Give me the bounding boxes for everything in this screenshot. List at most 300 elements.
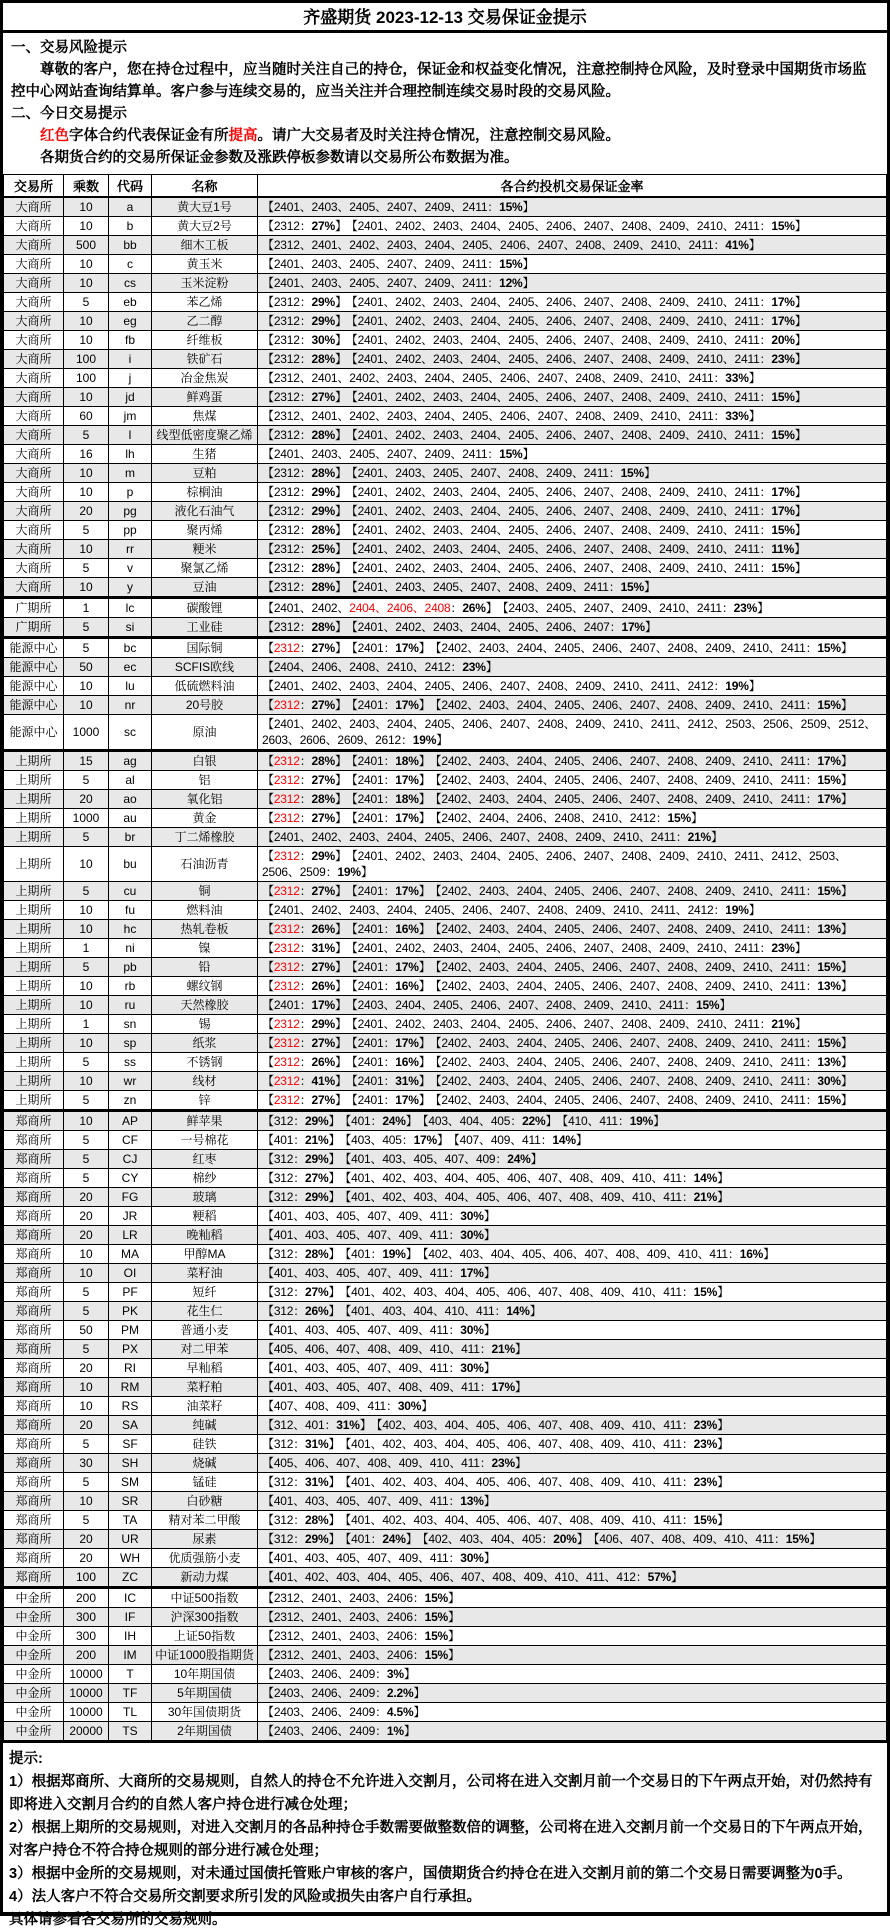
code-cell: SA (109, 1415, 152, 1434)
name-cell: 对二甲苯 (152, 1339, 258, 1358)
multiplier-cell: 15 (64, 750, 109, 770)
table-row (4, 1130, 887, 1149)
multiplier-cell: 10000 (64, 1683, 109, 1702)
margin-group: 【2401、2402、2403、2404、2405、2406、2407、2408、2409、2410、2411：20%】 (351, 332, 807, 347)
exchange-cell: 郑商所 (4, 1377, 64, 1396)
code-cell: RI (109, 1358, 152, 1377)
margin-groups-cell (258, 216, 887, 235)
margin-group: 【2312：28%】 (262, 465, 347, 480)
code-cell: ru (109, 995, 152, 1014)
margin-group: 【402、403、404、405、406、407、408、409、410、411：23%】 (376, 1417, 729, 1432)
code-cell: rb (109, 976, 152, 995)
code-cell: RM (109, 1377, 152, 1396)
name-cell: 黄大豆1号 (152, 197, 258, 217)
multiplier-cell: 10 (64, 995, 109, 1014)
margin-group: 【401：21%】 (262, 1132, 341, 1147)
exchange-cell: 大商所 (4, 368, 64, 387)
code-cell: RS (109, 1396, 152, 1415)
name-cell: 烧碱 (152, 1453, 258, 1472)
margin-group: 【2401、2402、2403、2404、2405、2406、2407：17%】 (351, 619, 657, 634)
margin-group: 【2401、2403、2405、2407、2408、2409、2411：15%】 (351, 465, 656, 480)
margin-groups-cell (258, 637, 887, 657)
table-row (4, 1587, 887, 1607)
name-cell: 粳稻 (152, 1206, 258, 1225)
code-cell: bb (109, 235, 152, 254)
margin-group: 【2401：17%】 (351, 640, 431, 655)
exchange-cell: 大商所 (4, 254, 64, 273)
multiplier-cell: 5 (64, 770, 109, 789)
margin-group: 【2312：26%】 (262, 1054, 347, 1069)
table-row (4, 695, 887, 714)
table-row (4, 846, 887, 881)
name-cell: 碳酸锂 (152, 597, 258, 617)
code-cell: eb (109, 292, 152, 311)
margin-group: 【2312：27%】 (262, 218, 347, 233)
code-cell: au (109, 808, 152, 827)
margin-groups-cell (258, 770, 887, 789)
multiplier-cell: 10 (64, 216, 109, 235)
margin-groups-cell (258, 292, 887, 311)
name-cell: 2年期国债 (152, 1721, 258, 1741)
margin-groups-cell (258, 1033, 887, 1052)
code-cell: c (109, 254, 152, 273)
margin-groups-cell (258, 254, 887, 273)
table-row (4, 1358, 887, 1377)
margin-groups-cell (258, 1645, 887, 1664)
name-cell: 丁二烯橡胶 (152, 827, 258, 846)
exchange-cell: 大商所 (4, 482, 64, 501)
multiplier-cell: 10 (64, 695, 109, 714)
margin-groups-cell (258, 387, 887, 406)
margin-group: 【2401：17%】 (351, 1035, 431, 1050)
margin-group: 【2401、2402、2403、2404、2405、2406、2407、2408、2409、2410、2411：15%】 (351, 560, 807, 575)
exchange-cell: 大商所 (4, 387, 64, 406)
margin-groups-cell (258, 750, 887, 770)
exchange-cell: 能源中心 (4, 695, 64, 714)
margin-groups-cell (258, 617, 887, 637)
exchange-cell: 大商所 (4, 311, 64, 330)
multiplier-cell: 5 (64, 957, 109, 976)
code-cell: WH (109, 1548, 152, 1567)
multiplier-cell: 5 (64, 637, 109, 657)
name-cell: 原油 (152, 714, 258, 750)
multiplier-cell: 5 (64, 1339, 109, 1358)
margin-groups-cell (258, 1529, 887, 1548)
margin-groups-cell (258, 1607, 887, 1626)
name-cell: 铜 (152, 881, 258, 900)
code-cell: cs (109, 273, 152, 292)
margin-group: 【401：24%】 (345, 1531, 418, 1546)
name-cell: 生猪 (152, 444, 258, 463)
table-row (4, 444, 887, 463)
margin-group: 【402、403、404、405、406、407、408、409、410、411：16%】 (422, 1246, 775, 1261)
exchange-cell: 大商所 (4, 577, 64, 597)
name-cell: 沪深300指数 (152, 1607, 258, 1626)
margin-group: 【2401、2402、2403、2404、2405、2406、2407、2408、2409、2410、2411、2412、2503、2506、2509：19%】 (262, 848, 847, 879)
exchange-cell: 郑商所 (4, 1187, 64, 1206)
code-cell: fu (109, 900, 152, 919)
margin-groups-cell (258, 463, 887, 482)
margin-group: 【312：29%】 (262, 1531, 341, 1546)
name-cell: 黄玉米 (152, 254, 258, 273)
margin-table (3, 174, 887, 1743)
margin-groups-cell (258, 1090, 887, 1110)
name-cell: 棕榈油 (152, 482, 258, 501)
code-cell: eg (109, 311, 152, 330)
multiplier-cell: 1 (64, 597, 109, 617)
exchange-cell: 上期所 (4, 995, 64, 1014)
margin-groups-cell (258, 406, 887, 425)
margin-group: 【2401、2402、2403、2404、2405、2406、2407、2408、2409、2410、2411：11%】 (351, 541, 806, 556)
margin-group: 【2401、2402、2403、2404、2405、2406、2407、2408、2409、2410、2411：15%】 (351, 522, 807, 537)
code-cell: lu (109, 676, 152, 695)
table-row (4, 1721, 887, 1741)
margin-group: 【2312：28%】 (262, 753, 347, 768)
margin-group: 【2312、2401、2403、2406：15%】 (262, 1609, 460, 1624)
margin-groups-cell (258, 520, 887, 539)
code-cell: TA (109, 1510, 152, 1529)
code-cell: PF (109, 1282, 152, 1301)
name-cell: 镍 (152, 938, 258, 957)
margin-group: 【312、401：31%】 (262, 1417, 372, 1432)
margin-group: 【2312：28%】 (262, 427, 347, 442)
margin-group: 【2312：28%】 (262, 791, 347, 806)
exchange-cell: 中金所 (4, 1721, 64, 1741)
multiplier-cell: 1 (64, 938, 109, 957)
table-row (4, 1548, 887, 1567)
multiplier-cell: 20 (64, 501, 109, 520)
multiplier-cell: 10 (64, 273, 109, 292)
margin-group: 【410、411：19%】 (562, 1113, 665, 1128)
code-cell: PK (109, 1301, 152, 1320)
exchange-cell: 郑商所 (4, 1168, 64, 1187)
intro-section (3, 33, 887, 174)
margin-group: 【312：29%】 (262, 1113, 341, 1128)
margin-group: 【402、403、404、405：20%】 (422, 1531, 589, 1546)
table-row (4, 330, 887, 349)
margin-group: 【401、402、403、404、405、406、407、408、409、410、411：23%】 (345, 1436, 729, 1451)
margin-groups-cell (258, 919, 887, 938)
margin-group: 【2312：27%】 (262, 640, 347, 655)
table-row (4, 1014, 887, 1033)
table-row (4, 1472, 887, 1491)
code-cell: lc (109, 597, 152, 617)
name-cell: 乙二醇 (152, 311, 258, 330)
exchange-cell: 郑商所 (4, 1149, 64, 1168)
table-row (4, 520, 887, 539)
table-row (4, 425, 887, 444)
margin-group: 【2312：31%】 (262, 940, 347, 955)
multiplier-cell: 10 (64, 1491, 109, 1510)
table-row (4, 770, 887, 789)
header-exchange: 交易所 (4, 175, 64, 197)
code-cell: pg (109, 501, 152, 520)
name-cell: 聚丙烯 (152, 520, 258, 539)
margin-groups-cell (258, 1567, 887, 1587)
margin-group: 【401、403、405、407、409、411：30%】 (262, 1550, 496, 1565)
code-cell: TF (109, 1683, 152, 1702)
code-cell: ZC (109, 1567, 152, 1587)
margin-group: 【2402、2403、2404、2405、2406、2407、2408、2409、2410、2411：15%】 (435, 772, 853, 787)
table-row (4, 539, 887, 558)
margin-groups-cell (258, 714, 887, 750)
margin-group: 【401、403、405、407、408、409、411：17%】 (262, 1379, 527, 1394)
margin-group: 【2401：31%】 (351, 1073, 431, 1088)
header-name: 名称 (152, 175, 258, 197)
margin-group: 【401、403、405、407、409、411：30%】 (262, 1227, 496, 1242)
table-row (4, 1071, 887, 1090)
multiplier-cell: 10 (64, 330, 109, 349)
name-cell: 铁矿石 (152, 349, 258, 368)
margin-group: 【2312：27%】 (262, 389, 347, 404)
margin-group: 【2401、2403、2405、2407、2409、2411：15%】 (262, 199, 535, 214)
exchange-cell: 上期所 (4, 789, 64, 808)
margin-groups-cell (258, 1510, 887, 1529)
name-cell: 锡 (152, 1014, 258, 1033)
table-row (4, 676, 887, 695)
table-row (4, 216, 887, 235)
name-cell: 早籼稻 (152, 1358, 258, 1377)
margin-groups-cell (258, 995, 887, 1014)
code-cell: rr (109, 539, 152, 558)
code-cell: a (109, 197, 152, 217)
margin-group: 【2402、2403、2404、2405、2406、2407、2408、2409、2410、2411：15%】 (435, 883, 853, 898)
code-cell: ss (109, 1052, 152, 1071)
code-cell: i (109, 349, 152, 368)
margin-group: 【2402、2403、2404、2405、2406、2407、2408、2409、2410、2411：17%】 (435, 753, 853, 768)
exchange-cell: 上期所 (4, 750, 64, 770)
table-row (4, 292, 887, 311)
exchange-cell: 中金所 (4, 1626, 64, 1645)
margin-table-body (4, 197, 887, 1742)
code-cell: lh (109, 444, 152, 463)
exchange-cell: 广期所 (4, 617, 64, 637)
exchange-cell: 中金所 (4, 1607, 64, 1626)
table-row (4, 1510, 887, 1529)
code-cell: m (109, 463, 152, 482)
exchange-cell: 上期所 (4, 900, 64, 919)
name-cell: 菜籽油 (152, 1263, 258, 1282)
margin-groups-cell (258, 1664, 887, 1683)
margin-group: 【2402、2403、2404、2405、2406、2407、2408、2409、2410、2411：13%】 (435, 921, 853, 936)
name-cell: 工业硅 (152, 617, 258, 637)
table-row (4, 1434, 887, 1453)
margin-group: 【2403、2406、2409：2.2%】 (262, 1685, 426, 1700)
margin-groups-cell (258, 1358, 887, 1377)
name-cell: 螺纹钢 (152, 976, 258, 995)
margin-group: 【2401、2402、2403、2404、2405、2406、2407、2408、2409、2410、2411：15%】 (351, 218, 807, 233)
margin-groups-cell (258, 900, 887, 919)
margin-groups-cell (258, 1320, 887, 1339)
margin-group: 【2401、2402、2403、2404、2405、2406、2407、2408、2409、2410、2411：21%】 (351, 1016, 807, 1031)
table-row (4, 957, 887, 976)
name-cell: 玉米淀粉 (152, 273, 258, 292)
multiplier-cell: 60 (64, 406, 109, 425)
margin-group: 【2403、2406、2409：3%】 (262, 1666, 416, 1681)
margin-group: 【2401：17%】 (351, 697, 431, 712)
multiplier-cell: 5 (64, 1510, 109, 1529)
name-cell: 冶金焦炭 (152, 368, 258, 387)
multiplier-cell: 20 (64, 789, 109, 808)
margin-group: 【2404、2406、2408、2410、2412：23%】 (262, 659, 498, 674)
margin-group: 【401、403、405、407、409：24%】 (345, 1151, 543, 1166)
margin-group: 【312：28%】 (262, 1512, 341, 1527)
code-cell: fb (109, 330, 152, 349)
margin-group: 【2402、2403、2404、2405、2406、2407、2408、2409、2410、2411：15%】 (435, 640, 853, 655)
margin-group: 【312：29%】 (262, 1189, 341, 1204)
exchange-cell: 大商所 (4, 425, 64, 444)
name-cell: 红枣 (152, 1149, 258, 1168)
code-cell: PX (109, 1339, 152, 1358)
name-cell: 热轧卷板 (152, 919, 258, 938)
name-cell: 白砂糖 (152, 1491, 258, 1510)
exchange-cell: 郑商所 (4, 1510, 64, 1529)
table-row (4, 254, 887, 273)
name-cell: 纸浆 (152, 1033, 258, 1052)
code-cell: b (109, 216, 152, 235)
name-cell: 油菜籽 (152, 1396, 258, 1415)
margin-group: 【2401、2402、2403、2404、2405、2406、2407、2408、2409、2410、2411：23%】 (351, 940, 807, 955)
name-cell: 鲜鸡蛋 (152, 387, 258, 406)
margin-groups-cell (258, 197, 887, 217)
margin-group: 【403、404、405：22%】 (422, 1113, 558, 1128)
notes-heading: 提示: (9, 1750, 43, 1767)
table-row (4, 577, 887, 597)
code-cell: pp (109, 520, 152, 539)
code-cell: nr (109, 695, 152, 714)
margin-group: 【401、402、403、404、405、406、407、408、409、410、411：15%】 (345, 1512, 729, 1527)
margin-groups-cell (258, 789, 887, 808)
code-cell: ao (109, 789, 152, 808)
margin-group: 【2312：27%】 (262, 959, 347, 974)
margin-group: 【2312：28%】 (262, 522, 347, 537)
multiplier-cell: 20 (64, 1225, 109, 1244)
table-header-row (4, 175, 887, 197)
exchange-cell: 大商所 (4, 406, 64, 425)
margin-group: 【2403、2406、2409：4.5%】 (262, 1704, 426, 1719)
code-cell: cu (109, 881, 152, 900)
margin-group: 【2312、2401、2402、2403、2404、2405、2406、2407、2408、2409、2410、2411：33%】 (262, 370, 761, 385)
table-row (4, 1225, 887, 1244)
code-cell: si (109, 617, 152, 637)
code-cell: IM (109, 1645, 152, 1664)
margin-groups-cell (258, 1472, 887, 1491)
margin-groups-cell (258, 425, 887, 444)
multiplier-cell: 10 (64, 197, 109, 217)
margin-group: 【2402、2403、2404、2405、2406、2407、2408、2409、2410、2411：15%】 (435, 959, 853, 974)
name-cell: 普通小麦 (152, 1320, 258, 1339)
table-row (4, 1149, 887, 1168)
header-multiplier: 乘数 (64, 175, 109, 197)
multiplier-cell: 5 (64, 558, 109, 577)
name-cell: 天然橡胶 (152, 995, 258, 1014)
margin-groups-cell (258, 1587, 887, 1607)
multiplier-cell: 20 (64, 1206, 109, 1225)
margin-group: 【2312：28%】 (262, 579, 347, 594)
name-cell: 锌 (152, 1090, 258, 1110)
exchange-cell: 中金所 (4, 1664, 64, 1683)
margin-group: 【2401：18%】 (351, 753, 431, 768)
table-row (4, 789, 887, 808)
margin-groups-cell (258, 695, 887, 714)
name-cell: 豆粕 (152, 463, 258, 482)
margin-group: 【312：27%】 (262, 1170, 341, 1185)
margin-groups-cell (258, 1396, 887, 1415)
multiplier-cell: 20 (64, 1548, 109, 1567)
exchange-cell: 郑商所 (4, 1130, 64, 1149)
exchange-cell: 郑商所 (4, 1567, 64, 1587)
table-row (4, 808, 887, 827)
name-cell: 聚氯乙烯 (152, 558, 258, 577)
margin-groups-cell (258, 976, 887, 995)
margin-group: 【401、402、403、404、405、406、407、408、409、410、411、412：57%】 (262, 1569, 683, 1584)
code-cell: ec (109, 657, 152, 676)
margin-group: 【2401：17%】 (351, 883, 431, 898)
margin-group: 【406、407、408、409、410、411：15%】 (593, 1531, 822, 1546)
margin-group: 【2401、2402、2403、2404、2405、2406、2407、2408、2409、2410、2411：17%】 (351, 313, 807, 328)
multiplier-cell: 10 (64, 1033, 109, 1052)
margin-groups-cell (258, 1187, 887, 1206)
exchange-cell: 能源中心 (4, 637, 64, 657)
exchange-cell: 郑商所 (4, 1320, 64, 1339)
margin-group: 【2312：27%】 (262, 1035, 347, 1050)
name-cell: 线型低密度聚乙烯 (152, 425, 258, 444)
multiplier-cell: 20 (64, 1358, 109, 1377)
margin-group: 【2402、2403、2404、2405、2406、2407、2408、2409、2410、2411：30%】 (435, 1073, 853, 1088)
margin-groups-cell (258, 1721, 887, 1741)
name-cell: 国际铜 (152, 637, 258, 657)
margin-group: 【2401、2402、2403、2404、2405、2406、2407、2408、2409、2410、2411：17%】 (351, 503, 807, 518)
risk-notice-heading: 一、交易风险提示 (11, 40, 127, 56)
multiplier-cell: 500 (64, 235, 109, 254)
red-font-note (11, 125, 877, 147)
margin-groups-cell (258, 846, 887, 881)
table-row (4, 1339, 887, 1358)
margin-groups-cell (258, 957, 887, 976)
margin-group: 【2312：27%】 (262, 810, 347, 825)
multiplier-cell: 300 (64, 1626, 109, 1645)
name-cell: 纤维板 (152, 330, 258, 349)
margin-group: 【2312：28%】 (262, 560, 347, 575)
margin-group: 【2401、2402、2403、2404、2405、2406、2407、2408、2409、2410、2411：17%】 (351, 484, 807, 499)
name-cell: 中证1000股指期货 (152, 1645, 258, 1664)
margin-group: 【2401：17%】 (351, 1092, 431, 1107)
multiplier-cell: 5 (64, 827, 109, 846)
margin-group: 【2402、2403、2404、2405、2406、2407、2408、2409、2410、2411：15%】 (435, 697, 853, 712)
table-row (4, 1567, 887, 1587)
name-cell: 晚籼稻 (152, 1225, 258, 1244)
multiplier-cell: 10 (64, 919, 109, 938)
name-cell: 菜籽粕 (152, 1377, 258, 1396)
multiplier-cell: 10 (64, 846, 109, 881)
multiplier-cell: 10 (64, 311, 109, 330)
exchange-cell: 上期所 (4, 1014, 64, 1033)
name-cell: 5年期国债 (152, 1683, 258, 1702)
margin-groups-cell (258, 330, 887, 349)
margin-groups-cell (258, 1301, 887, 1320)
table-row (4, 1491, 887, 1510)
margin-groups-cell (258, 1149, 887, 1168)
exchange-cell: 郑商所 (4, 1472, 64, 1491)
name-cell: 尿素 (152, 1529, 258, 1548)
name-cell: 不锈钢 (152, 1052, 258, 1071)
table-row (4, 197, 887, 217)
margin-group: 【312：31%】 (262, 1474, 341, 1489)
margin-group: 【2312：27%】 (262, 1092, 347, 1107)
margin-group: 【2401、2402、2403、2404、2405、2406、2407、2408、2409、2410、2411：15%】 (351, 427, 807, 442)
table-row (4, 827, 887, 846)
code-cell: CY (109, 1168, 152, 1187)
